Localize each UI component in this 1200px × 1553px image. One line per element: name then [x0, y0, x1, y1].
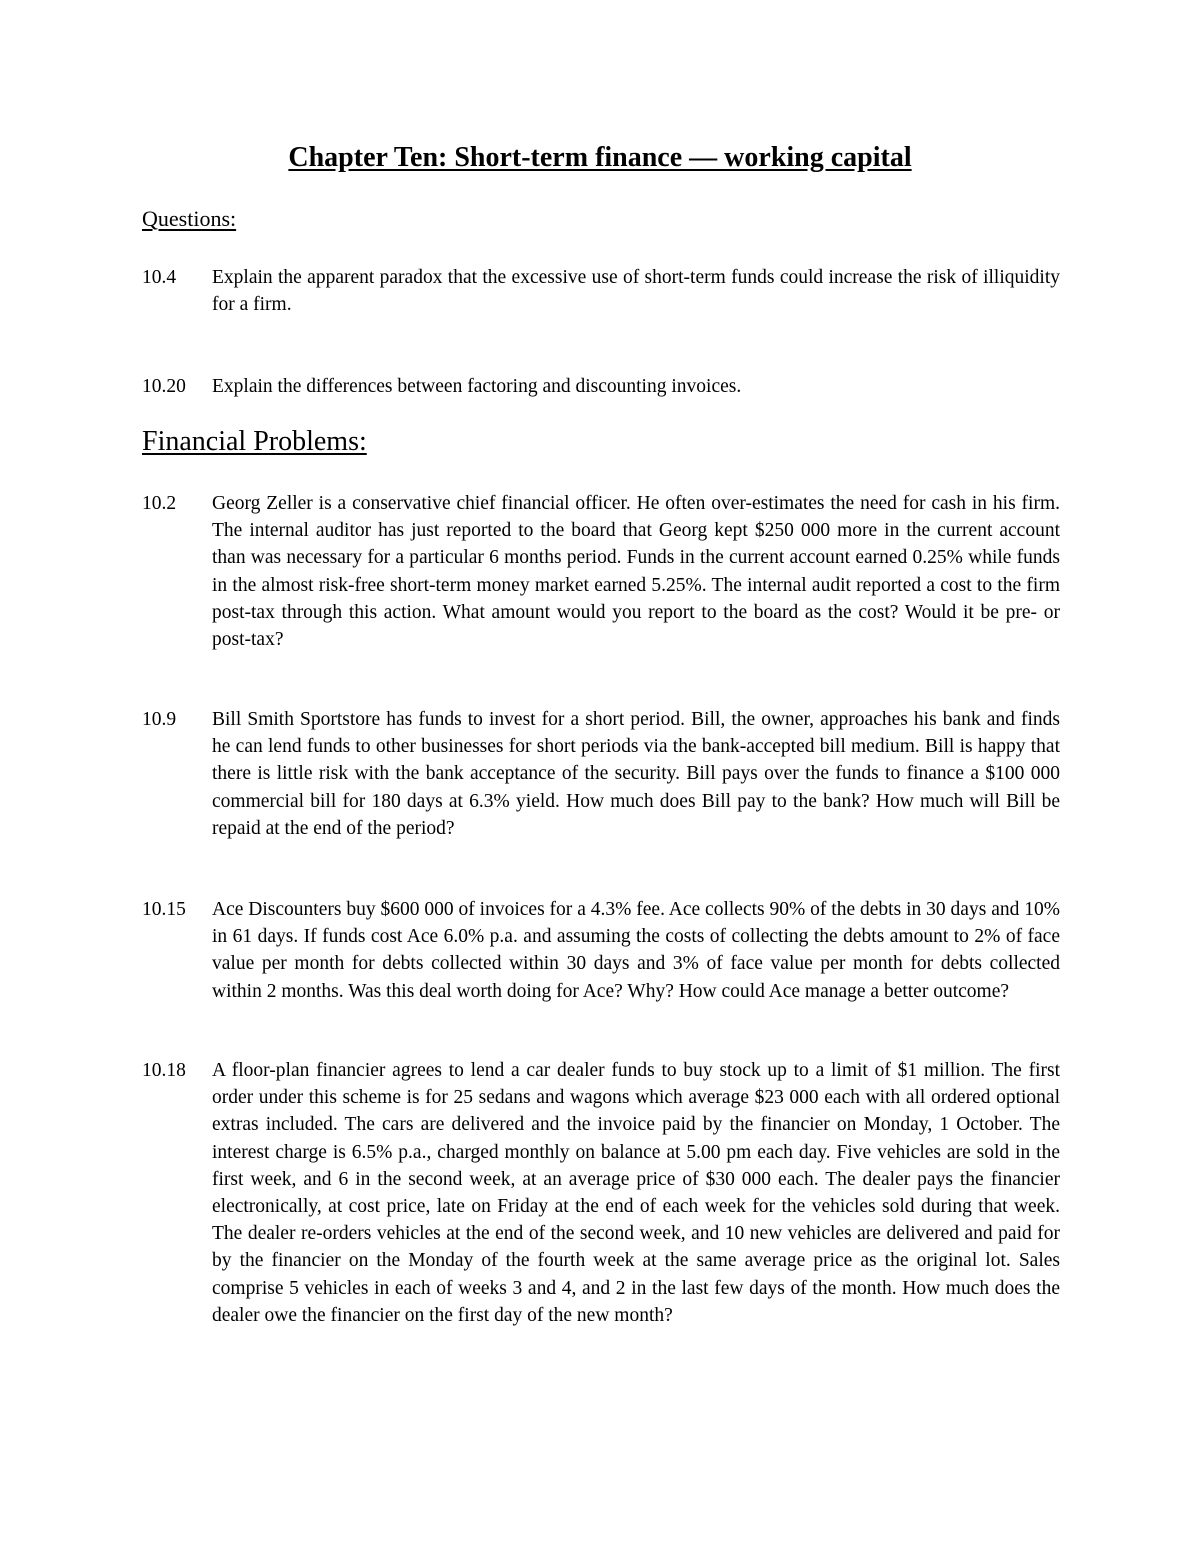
question-number: 10.20	[142, 376, 186, 397]
problem-item-10-15	[142, 896, 1060, 1005]
problem-number: 10.2	[142, 493, 177, 514]
problem-text: A floor-plan financier agrees to lend a car dealer funds to buy stock up to a limit of $1 million. The first order under this scheme is for 25 sedans and wagons which average $23 000 each with all ordered optional extras included. The cars are delivered and the invoice paid by the financier on Monday, 1 October. The interest charge is 6.5% p.a., charged monthly on balance at 5.00 pm each day. Five vehicles are sold in the first week, and 6 in the second week, at an average price of $30 000 each. The dealer pays the financier electronically, at cost price, late on Friday at the end of each week for the vehicles sold during that week. The dealer re-orders vehicles at the end of the second week, and 10 new vehicles are delivered and paid for by the financier on the Monday of the fourth week at the same average price as the original lot. Sales comprise 5 vehicles in each of weeks 3 and 4, and 2 in the last few days of the month. How much does the dealer owe the financier on the first day of the new month?	[212, 1060, 1060, 1326]
problem-item-10-9	[142, 706, 1060, 842]
problem-number: 10.18	[142, 1060, 186, 1081]
problem-number: 10.9	[142, 709, 177, 730]
problem-text: Georg Zeller is a conservative chief financial officer. He often over-estimates the need for cash in his firm. The internal auditor has just reported to the board that Georg kept $250 000 more in the current account than was necessary for a particular 6 months period. Funds in the current account earned 0.25% while funds in the almost risk-free short-term money market earned 5.25%. The internal audit reported a cost to the firm post-tax through this action. What amount would you report to the board as the cost? Would it be pre- or post-tax?	[212, 493, 1060, 651]
problem-item-10-2	[142, 490, 1060, 653]
question-text: Explain the apparent paradox that the excessive use of short-term funds could increase the risk of illiquidity for a firm.	[212, 267, 1060, 316]
problem-number: 10.15	[142, 899, 186, 920]
question-text: Explain the differences between factoring and discounting invoices.	[212, 376, 742, 397]
financial-problems-heading: Financial Problems:	[142, 426, 367, 457]
problem-text: Ace Discounters buy $600 000 of invoices for a 4.3% fee. Ace collects 90% of the debts in 30 days and 10% in 61 days. If funds cost Ace 6.0% p.a. and assuming the costs of collecting the debts amount to 2% of face value per month for debts collected within 30 days and 3% of face value per month for debts collected within 2 months. Was this deal worth doing for Ace? Why? How could Ace manage a better outcome?	[212, 899, 1060, 1002]
problem-item-10-18	[142, 1057, 1060, 1329]
problem-text: Bill Smith Sportstore has funds to invest for a short period. Bill, the owner, approaches his bank and finds he can lend funds to other businesses for short periods via the bank-accepted bill medium. Bill is happy that there is little risk with the bank acceptance of the security. Bill pays over the funds to finance a $100 000 commercial bill for 180 days at 6.3% yield. How much does Bill pay to the bank? How much will Bill be repaid at the end of the period?	[212, 709, 1060, 839]
question-item-10-20	[142, 373, 1060, 400]
question-item-10-4	[142, 264, 1060, 318]
questions-heading: Questions:	[142, 206, 237, 231]
question-number: 10.4	[142, 267, 177, 288]
page-title: Chapter Ten: Short-term finance — working capital	[288, 142, 912, 173]
